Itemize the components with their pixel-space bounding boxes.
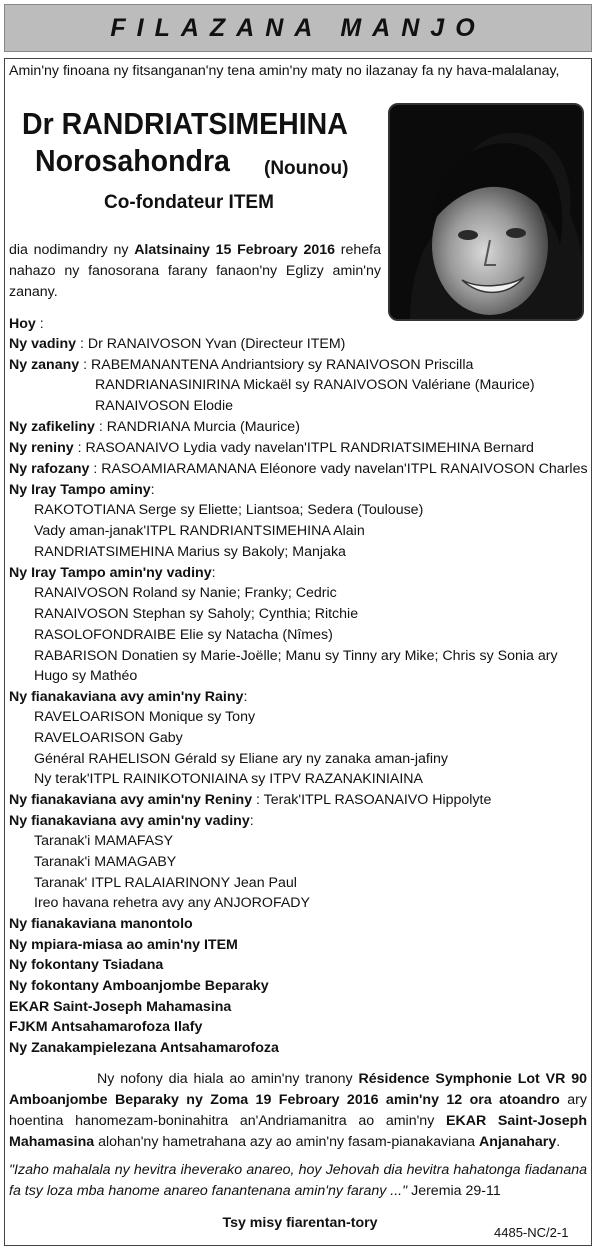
others-item: FJKM Antsahamarofoza Ilafy [9, 1019, 203, 1035]
reniny-family-line [9, 792, 491, 808]
notice-title: FILAZANA MANJO [110, 13, 486, 42]
vadiny-family-heading: Ny fianakaviana avy amin'ny vadiny: [9, 813, 254, 829]
rafozany-line [9, 461, 588, 477]
reniny-family-value: : Terak'ITPL RASOANAIVO Hippolyte [256, 792, 492, 808]
death-prefix: dia nodimandry ny [9, 242, 135, 258]
list-item: Taranak' ITPL RALAIARINONY Jean Paul [34, 875, 297, 891]
funeral-text-1: Ny nofony dia hiala ao amin'ny tranony [97, 1071, 359, 1087]
death-date: Alatsinainy 15 Febroary 2016 [134, 242, 336, 258]
rafozany-value: : RASOAMIARAMANANA Eléonore vady navelan'ITPL RANAIVOSON Charles [89, 461, 588, 477]
deceased-portrait-photo [388, 103, 584, 321]
hoy-label: Hoy [9, 316, 36, 332]
list-item: Ireo havana rehetra avy any ANJOROFADY [34, 895, 310, 911]
no-flowers-note: Tsy misy fiarentan-tory [222, 1215, 378, 1231]
verse-quote: "Izaho mahalala ny hevitra iheverako anareo, hoy Jehovah dia hevitra hahatonga fiadanana fa tsy loza mba hanome anareo fanantenana amin'ny farany ..." [9, 1162, 587, 1199]
verse-reference: Jeremia 29-11 [407, 1183, 501, 1199]
list-item: RABARISON Donatien sy Marie-Joëlle; Manu sy Tinny ary Mike; Chris sy Sonia ary [34, 648, 558, 664]
zanany-value: : RABEMANANTENA Andriantsiory sy RANAIVOSON Priscilla [79, 357, 474, 373]
notice-reference: 4485-NC/2-1 [494, 1225, 569, 1240]
zanany-line-3: RANAIVOSON Elodie [95, 398, 233, 414]
list-item: Hugo sy Mathéo [34, 668, 138, 684]
reniny-value: : RASOANAIVO Lydia vady navelan'ITPL RANDRIATSIMEHINA Bernard [73, 440, 534, 456]
deceased-name-line1: Dr RANDRIATSIMEHINA [22, 106, 348, 141]
list-item: Taranak'i MAMAFASY [34, 833, 174, 849]
others-item: EKAR Saint-Joseph Mahamasina [9, 999, 232, 1015]
bible-verse [9, 1160, 587, 1202]
list-item: RAVELOARISON Gaby [34, 730, 183, 746]
list-item: RASOLOFONDRAIBE Elie sy Natacha (Nîmes) [34, 627, 333, 643]
death-announcement [9, 240, 381, 303]
reniny-label: Ny reniny [9, 440, 74, 456]
iray-tampo-vadiny-heading: Ny Iray Tampo amin'ny vadiny: [9, 565, 216, 581]
zanany-line-2: RANDRIANASINIRINA Mickaël sy RANAIVOSON Valériane (Maurice) [95, 377, 535, 393]
funeral-text-2: ary hoentina hanomezam-boninahitra an'Andriamanitra ao amin'ny [9, 1092, 587, 1129]
vadiny-label: Ny vadiny [9, 336, 77, 352]
others-item: Ny mpiara-miasa ao amin'ny ITEM [9, 937, 238, 953]
list-item: Ny terak'ITPL RAINIKOTONIAINA sy ITPV RAZANAKINIAINA [34, 771, 424, 787]
others-item: Ny fokontany Tsiadana [9, 957, 164, 973]
deceased-nickname: (Nounou) [264, 158, 349, 179]
others-item: Ny fianakaviana manontolo [9, 916, 193, 932]
intro-text: Amin'ny finoana ny fitsanganan'ny tena amin'ny maty no ilazanay fa ny hava-malalanay, [9, 63, 560, 79]
list-item: Vady aman-janak'ITPL RANDRIANTSIMEHINA Alain [34, 523, 365, 539]
vadiny-family-label: Ny fianakaviana avy amin'ny vadiny [9, 813, 250, 829]
funeral-burial-place: Anjanahary [478, 1134, 557, 1150]
funeral-text-3: alohan'ny hametrahana azy ao amin'ny fasam-pianakaviana [94, 1134, 479, 1150]
funeral-church: EKAR Saint-Joseph Mahamasina [9, 1113, 587, 1150]
list-item: RANAIVOSON Roland sy Nanie; Franky; Cedric [34, 585, 337, 601]
list-item: Taranak'i MAMAGABY [34, 854, 177, 870]
others-item: Ny Zanakampielezana Antsahamarofoza [9, 1040, 279, 1056]
zafikeliny-line [9, 419, 300, 435]
zafikeliny-label: Ny zafikeliny [9, 419, 95, 435]
vadiny-line [9, 336, 345, 352]
iray-tampo-vadiny-label: Ny Iray Tampo amin'ny vadiny [9, 565, 212, 581]
rainy-heading: Ny fianakaviana avy amin'ny Rainy: [9, 689, 248, 705]
iray-tampo-aminy-heading: Ny Iray Tampo aminy: [9, 482, 155, 498]
funeral-location-time: Résidence Symphonie Lot VR 90 Amboanjombe Beparaky ny Zoma 19 Febroary 2016 amin'ny 12 ora atoandro [9, 1071, 587, 1108]
deceased-role: Co-fondateur ITEM [104, 192, 274, 213]
reniny-line [9, 440, 534, 456]
zanany-line [9, 357, 473, 373]
reniny-family-label: Ny fianakaviana avy amin'ny Reniny [9, 792, 253, 808]
list-item: RAVELOARISON Monique sy Tony [34, 709, 256, 725]
list-item: RANDRIATSIMEHINA Marius sy Bakoly; Manjaka [34, 544, 346, 560]
list-item: RAKOTOTIANA Serge sy Eliette; Liantsoa; Sedera (Toulouse) [34, 502, 424, 518]
notice-header [4, 4, 592, 52]
deceased-name-line2: Norosahondra [35, 143, 230, 178]
iray-tampo-aminy-label: Ny Iray Tampo aminy [9, 482, 151, 498]
hoy-line [9, 316, 44, 332]
rainy-label: Ny fianakaviana avy amin'ny Rainy [9, 689, 244, 705]
list-item: Général RAHELISON Gérald sy Eliane ary ny zanaka aman-jafiny [34, 751, 448, 767]
funeral-text-4: . [556, 1134, 561, 1150]
zanany-label: Ny zanany [9, 357, 80, 373]
others-item: Ny fokontany Amboanjombe Beparaky [9, 978, 269, 994]
funeral-paragraph [9, 1069, 587, 1153]
portrait-image [390, 105, 584, 321]
death-suffix: rehefa nahazo ny fanosorana farany fanaon'ny Eglizy amin'ny zanany. [9, 242, 382, 300]
vadiny-value: : Dr RANAIVOSON Yvan (Directeur ITEM) [76, 336, 346, 352]
list-item: RANAIVOSON Stephan sy Saholy; Cynthia; Ritchie [34, 606, 359, 622]
hoy-colon: : [35, 316, 44, 332]
zafikeliny-value: : RANDRIANA Murcia (Maurice) [94, 419, 300, 435]
rafozany-label: Ny rafozany [9, 461, 90, 477]
